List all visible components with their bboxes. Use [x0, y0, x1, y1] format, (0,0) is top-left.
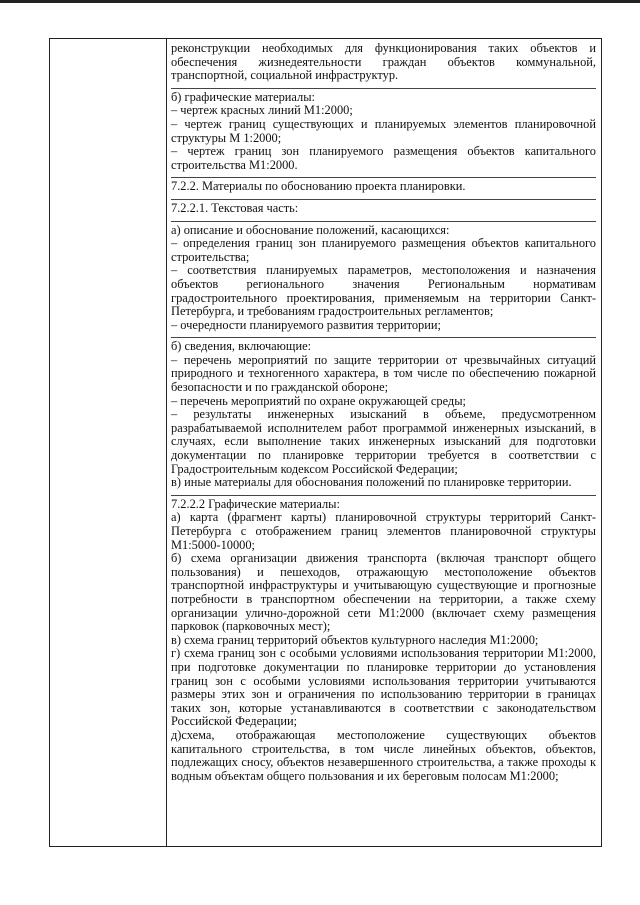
column-divider — [166, 38, 167, 847]
section-divider — [171, 221, 596, 222]
section-divider — [171, 177, 596, 178]
paragraph-graphic-materials-heading: б) графические материалы: — [171, 89, 315, 104]
list-item-development-order: – очередности планируемого развития территории; — [171, 317, 441, 332]
list-item-existing-objects: д)схема, отображающая местоположение существующих объектов капитального строительства, в том числе линейных объектов, объектов, подлежащих сносу, объектов незавершенного строительства, а также проходы к водным объектам общего пользования и их береговым полосам М1:2000; — [171, 727, 596, 783]
list-item-red-lines: – чертеж красных линий М1:2000; — [171, 103, 353, 118]
paragraph-reconstruction: реконструкции необходимых для функционирования таких объектов и обеспечения жизнедеятельности граждан объектов коммунальной, транспортной, социальной инфраструктур. — [171, 41, 596, 83]
list-item-planning-map: а) карта (фрагмент карты) планировочной структуры территорий Санкт-Петербурга с отображением границ элементов планировочной структуры М1:5000-10000; — [171, 510, 596, 552]
list-item-environment-measures: – перечень мероприятий по охране окружающей среды; — [171, 393, 466, 408]
page-top-border — [0, 0, 640, 3]
list-item-emergency-measures: – перечень мероприятий по защите территории от чрезвычайных ситуаций природного и техногенного характера, в том числе по обеспечению пожарной безопасности и по гражданской обороне; — [171, 352, 596, 395]
heading-7-2-2-1: 7.2.2.1. Текстовая часть: — [171, 200, 299, 215]
heading-7-2-2-2: 7.2.2.2 Графические материалы: — [171, 496, 340, 511]
section-divider — [171, 88, 596, 89]
paragraph-description-heading: а) описание и обоснование положений, касающихся: — [171, 222, 450, 237]
list-item-planning-structure: – чертеж границ существующих и планируемых элементов планировочной структуры М 1:2000; — [171, 116, 596, 145]
paragraph-information-heading: б) сведения, включающие: — [171, 339, 312, 354]
section-divider — [171, 199, 596, 200]
list-item-transport-scheme: б) схема организации движения транспорта (включая транспорт общего пользования) и пешеходов, отражающую местоположение объектов транспортной инфраструктуры и учитывающую существующие и прогнозные потребности в транспортном обеспечении на территории, а также схему организации улично-дорожной сети М1:2000 (включает схему размещения парковок (парковочных мест); — [171, 551, 596, 634]
list-item-special-zones: г) схема границ зон с особыми условиями использования территории М1:2000, при подготовке документации по планировке территории до установления границ зон с особыми условиями использования территории учитываются размеры этих зон и ограничения по использованию территории в границах таких зон, которые устанавливаются в соответствии с законодательством Российской Федерации; — [171, 646, 596, 729]
list-item-construction-zones: – чертеж границ зон планируемого размещения объектов капитального строительства М1:2000. — [171, 144, 596, 172]
section-divider — [171, 337, 596, 338]
document-text-column — [171, 42, 596, 783]
paragraph-other-materials: в) иные материалы для обоснования положений по планировке территории. — [171, 475, 572, 490]
heading-7-2-2: 7.2.2. Материалы по обоснованию проекта планировки. — [171, 179, 466, 194]
list-item-zone-boundaries: – определения границ зон планируемого размещения объектов капитального строительства; — [171, 236, 596, 264]
list-item-regional-norms: – соответствия планируемых параметров, местоположения и назначения объектов регионального значения Региональным нормативам градостроительного проектирования, применяемым на территории Санкт-Петербурга, и требованиям градостроительных регламентов; — [171, 263, 596, 319]
list-item-engineering-surveys: – результаты инженерных изысканий в объеме, предусмотренном разрабатываемой исполнителем работ программой инженерных изысканий, в случаях, если выполнение таких инженерных изысканий для подготовки документации по планировке территории требуется в соответствии с Градостроительным кодексом Российской Федерации; — [171, 407, 596, 476]
section-divider — [171, 495, 596, 496]
list-item-cultural-heritage: в) схема границ территорий объектов культурного наследия М1:2000; — [171, 632, 539, 647]
